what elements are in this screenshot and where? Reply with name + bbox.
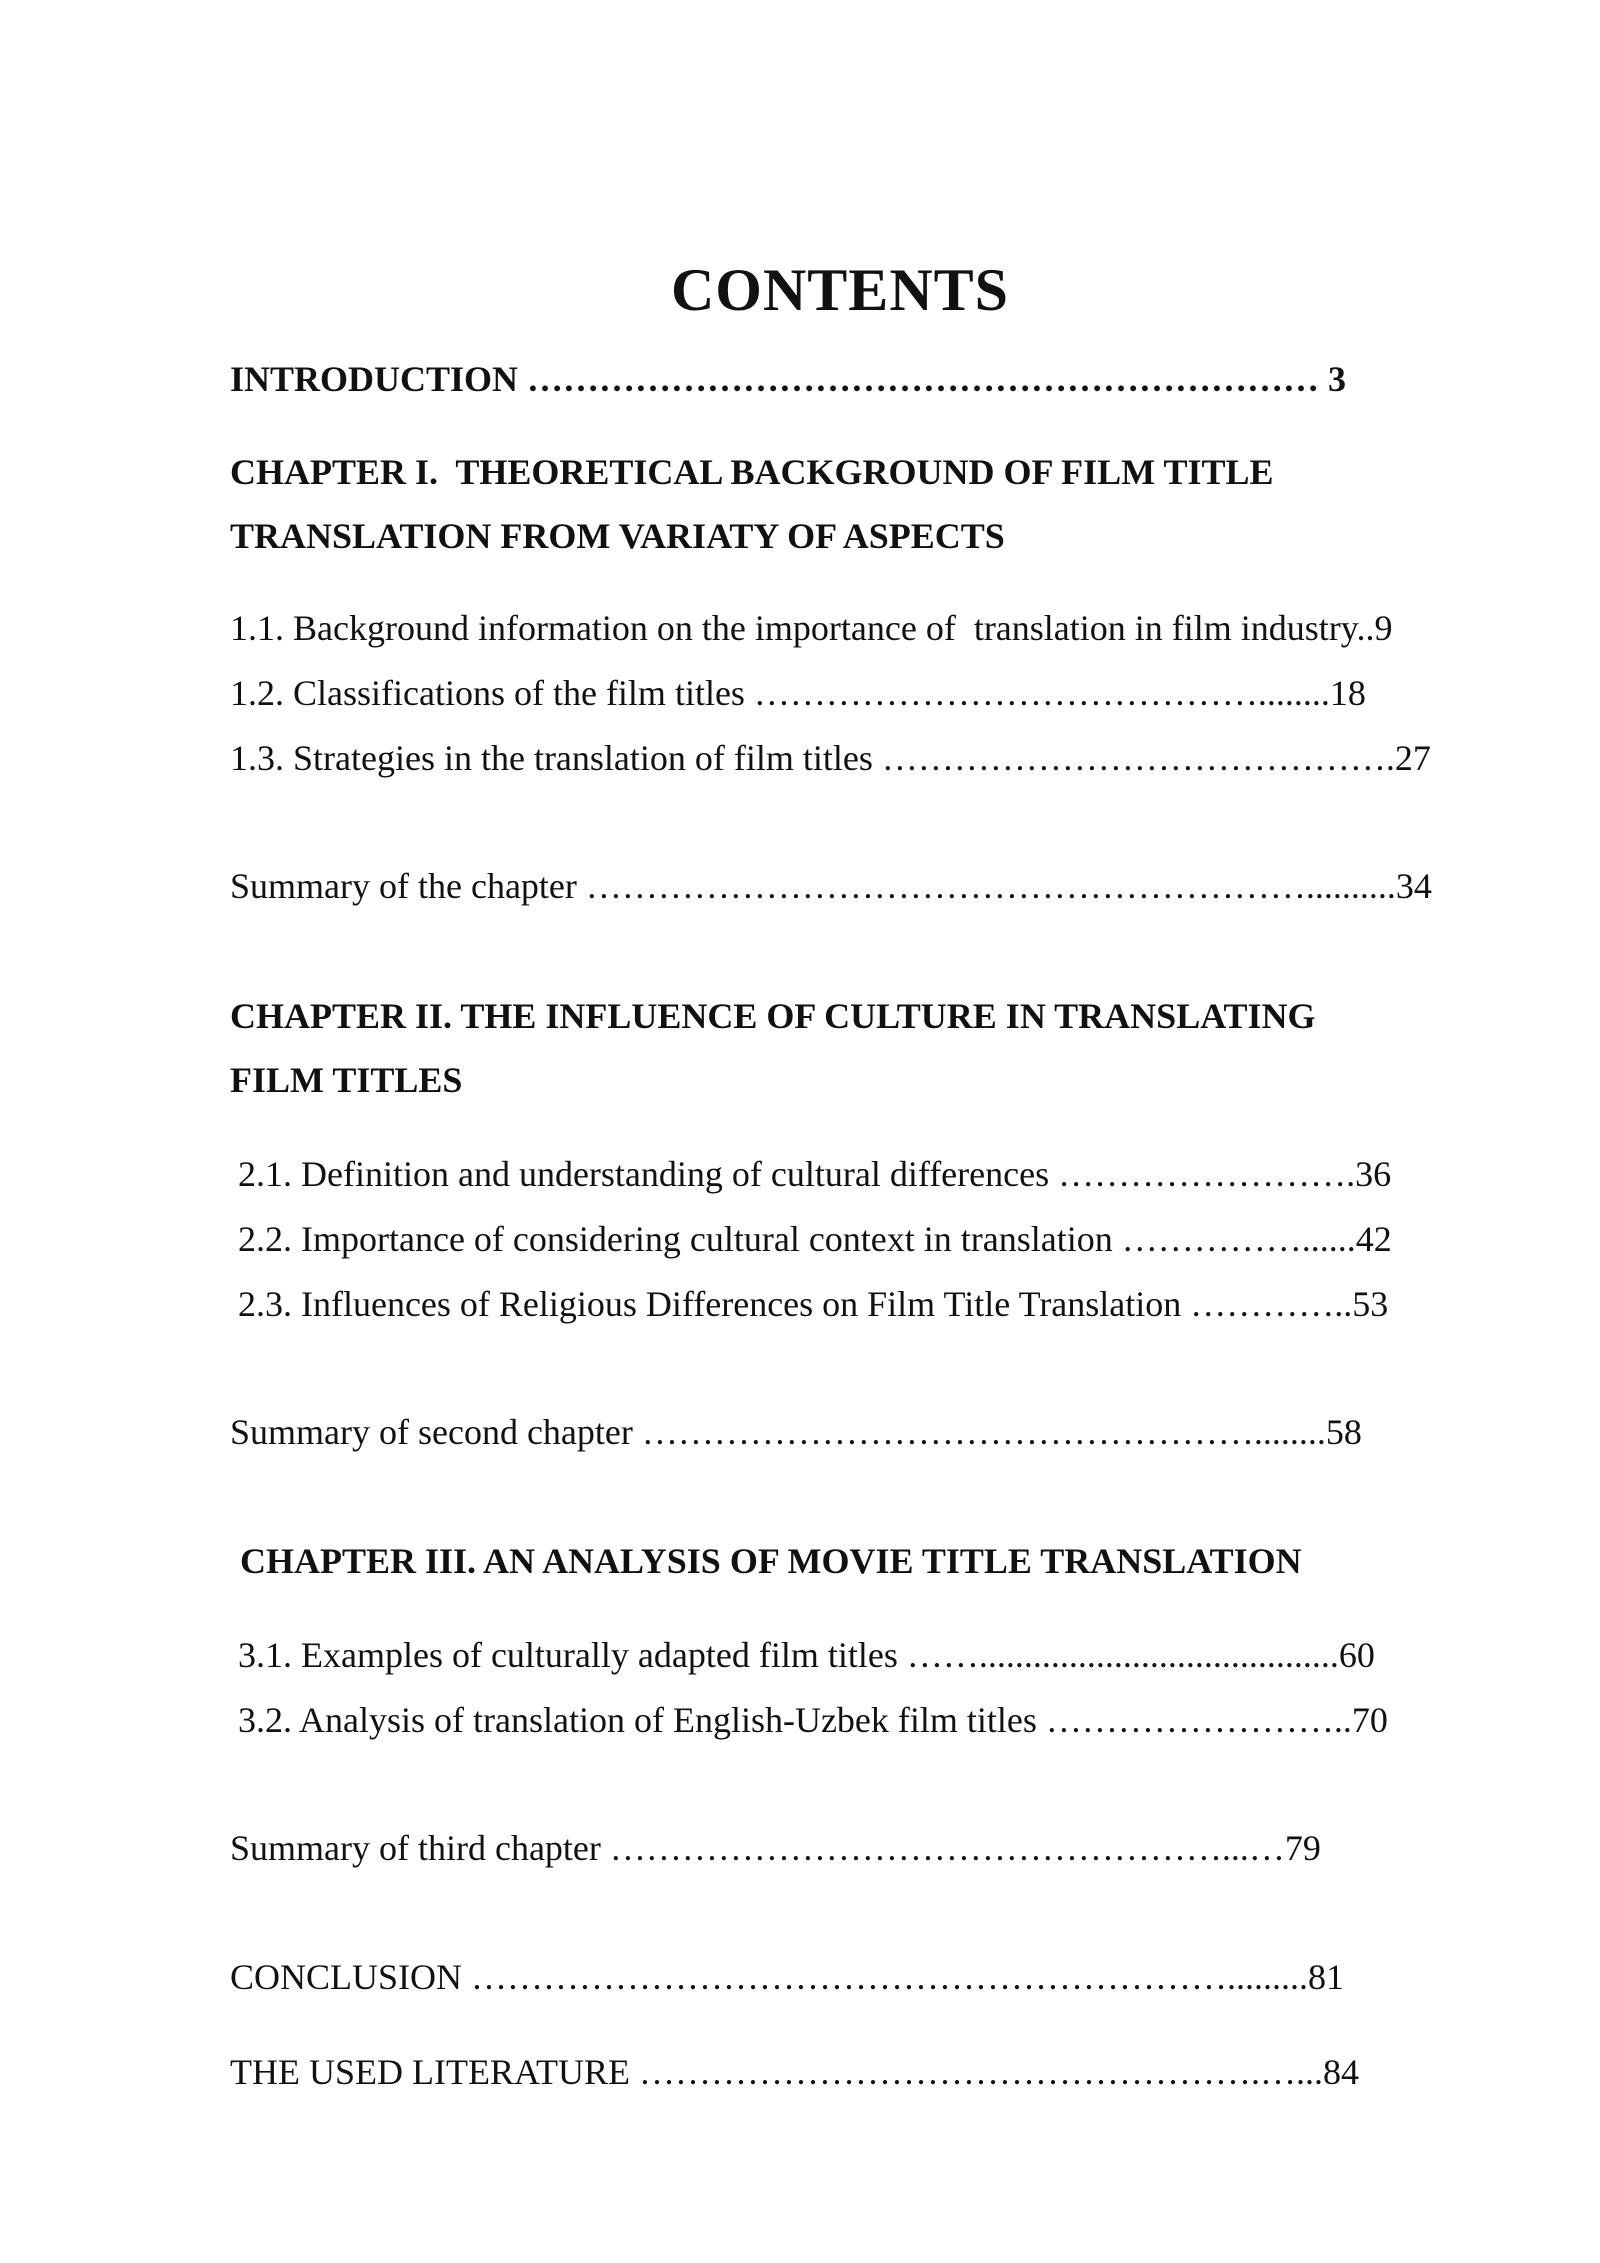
- toc-chapter-3-heading: CHAPTER III. AN ANALYSIS OF MOVIE TITLE TRANSLATION: [240, 1541, 1302, 1581]
- toc-chapter-2-heading-line-1: CHAPTER II. THE INFLUENCE OF CULTURE IN TRANSLATING: [230, 996, 1316, 1036]
- toc-entry-introduction: INTRODUCTION ………………………………………………………… 3: [230, 359, 1347, 399]
- toc-entry-summary-chapter-3: Summary of third chapter ……………………………………………...…79: [230, 1828, 1321, 1868]
- toc-chapter-1-heading-line-1: CHAPTER I. THEORETICAL BACKGROUND OF FILM TITLE: [230, 452, 1274, 492]
- page-title: CONTENTS: [670, 257, 1010, 323]
- toc-entry-1-2: 1.2. Classifications of the film titles ……………………………………........18: [230, 673, 1366, 713]
- toc-chapter-1-heading-line-2: TRANSLATION FROM VARIATY OF ASPECTS: [230, 516, 1005, 556]
- toc-entry-summary-chapter-2: Summary of second chapter ……………………………………………........58: [230, 1412, 1362, 1452]
- toc-chapter-2-heading-line-2: FILM TITLES: [230, 1060, 463, 1100]
- toc-entry-3-1: 3.1. Examples of culturally adapted film titles ……........................................60: [238, 1635, 1375, 1675]
- toc-entry-2-3: 2.3. Influences of Religious Differences on Film Title Translation …………..53: [238, 1284, 1389, 1324]
- toc-entry-3-2: 3.2. Analysis of translation of English-Uzbek film titles ……………………..70: [238, 1700, 1388, 1740]
- toc-entry-2-2: 2.2. Importance of considering cultural context in translation ……………......42: [238, 1219, 1392, 1259]
- toc-entry-used-literature: THE USED LITERATURE …………………………………………….…...84: [230, 2052, 1359, 2092]
- toc-entry-summary-chapter-1: Summary of the chapter ……………………………………………………..........34: [230, 866, 1432, 906]
- toc-entry-2-1: 2.1. Definition and understanding of cultural differences …………………….36: [238, 1154, 1392, 1194]
- toc-entry-1-3: 1.3. Strategies in the translation of film titles …………………………………….27: [230, 738, 1431, 778]
- toc-entry-1-1: 1.1. Background information on the importance of translation in film industry..9: [230, 608, 1393, 648]
- toc-entry-conclusion: CONCLUSION ……………………………………………………….........81: [230, 1957, 1345, 1997]
